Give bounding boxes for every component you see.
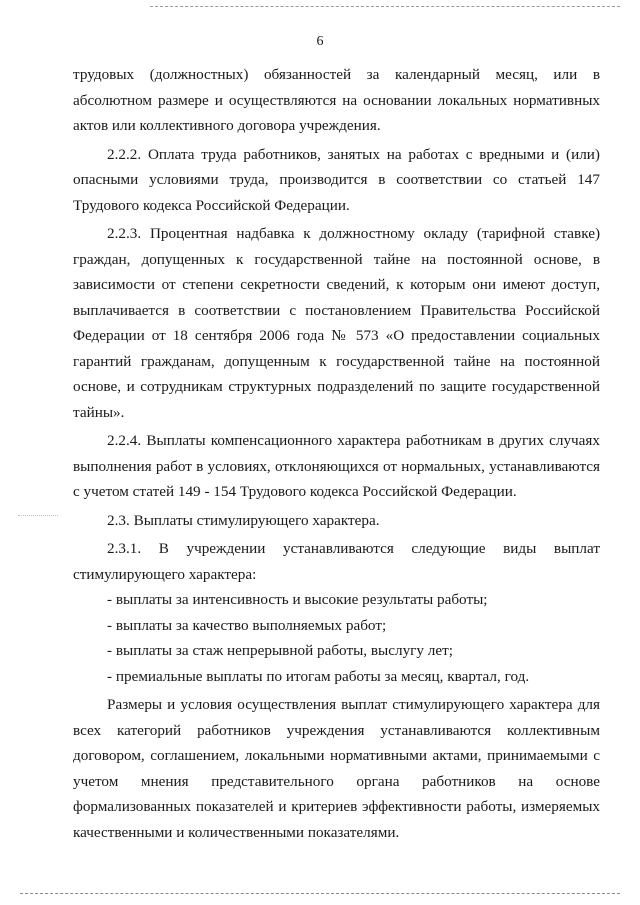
- list-item: - выплаты за интенсивность и высокие результаты работы;: [107, 591, 488, 608]
- document-body: [73, 62, 600, 845]
- paragraph-2-2-4: 2.2.4. Выплаты компенсационного характера работникам в других случаях выполнения работ в условиях, отклоняющихся от нормальных, устанавливаются с учетом статей 149 - 154 Трудового кодекса Российской Федерации.: [73, 432, 600, 500]
- section-heading-2-3: 2.3. Выплаты стимулирующего характера.: [107, 511, 380, 529]
- paragraph-closing: Размеры и условия осуществления выплат стимулирующего характера для всех категорий работников учреждения устанавливаются коллективным договором, соглашением, локальными нормативными актами, принимаемыми с учетом мнения представительного органа работников на основе формализованных показателей и критериев эффективности работы, измеряемых качественными и количественными показателями.: [73, 696, 600, 841]
- list-item: - премиальные выплаты по итогам работы за месяц, квартал, год.: [107, 667, 530, 685]
- scan-artifact-margin-specks: [18, 515, 58, 516]
- scan-artifact-top-line: [150, 6, 620, 7]
- paragraph-2-2-3: 2.2.3. Процентная надбавка к должностному окладу (тарифной ставке) граждан, допущенных к государственной тайне на постоянной основе, в зависимости от степени секретности сведений, к которым они имеют доступ, выплачивается в соответствии с постановлением Правительства Российской Федерации от 18 сентября 2006 года № 573 «О предоставлении социальных гарантий гражданам, допущенным к государственной тайне на постоянной основе, и сотрудникам структурных подразделений по защите государственной тайны».: [73, 225, 600, 421]
- page-number: 6: [316, 34, 324, 49]
- scan-artifact-bottom-line: [20, 893, 620, 894]
- list-item: - выплаты за стаж непрерывной работы, выслугу лет;: [107, 642, 453, 659]
- paragraph-continuation: трудовых (должностных) обязанностей за календарный месяц, или в абсолютном размере и осуществляются на основании локальных нормативных актов или коллективного договора учреждения.: [73, 66, 600, 134]
- list-item: - выплаты за качество выполняемых работ;: [107, 616, 387, 634]
- paragraph-2-3-1: 2.3.1. В учреждении устанавливаются следующие виды выплат стимулирующего характера:: [73, 540, 600, 583]
- paragraph-2-2-2: 2.2.2. Оплата труда работников, занятых на работах с вредными и (или) опасными условиями труда, производится в соответствии со статьей 147 Трудового кодекса Российской Федерации.: [73, 145, 600, 214]
